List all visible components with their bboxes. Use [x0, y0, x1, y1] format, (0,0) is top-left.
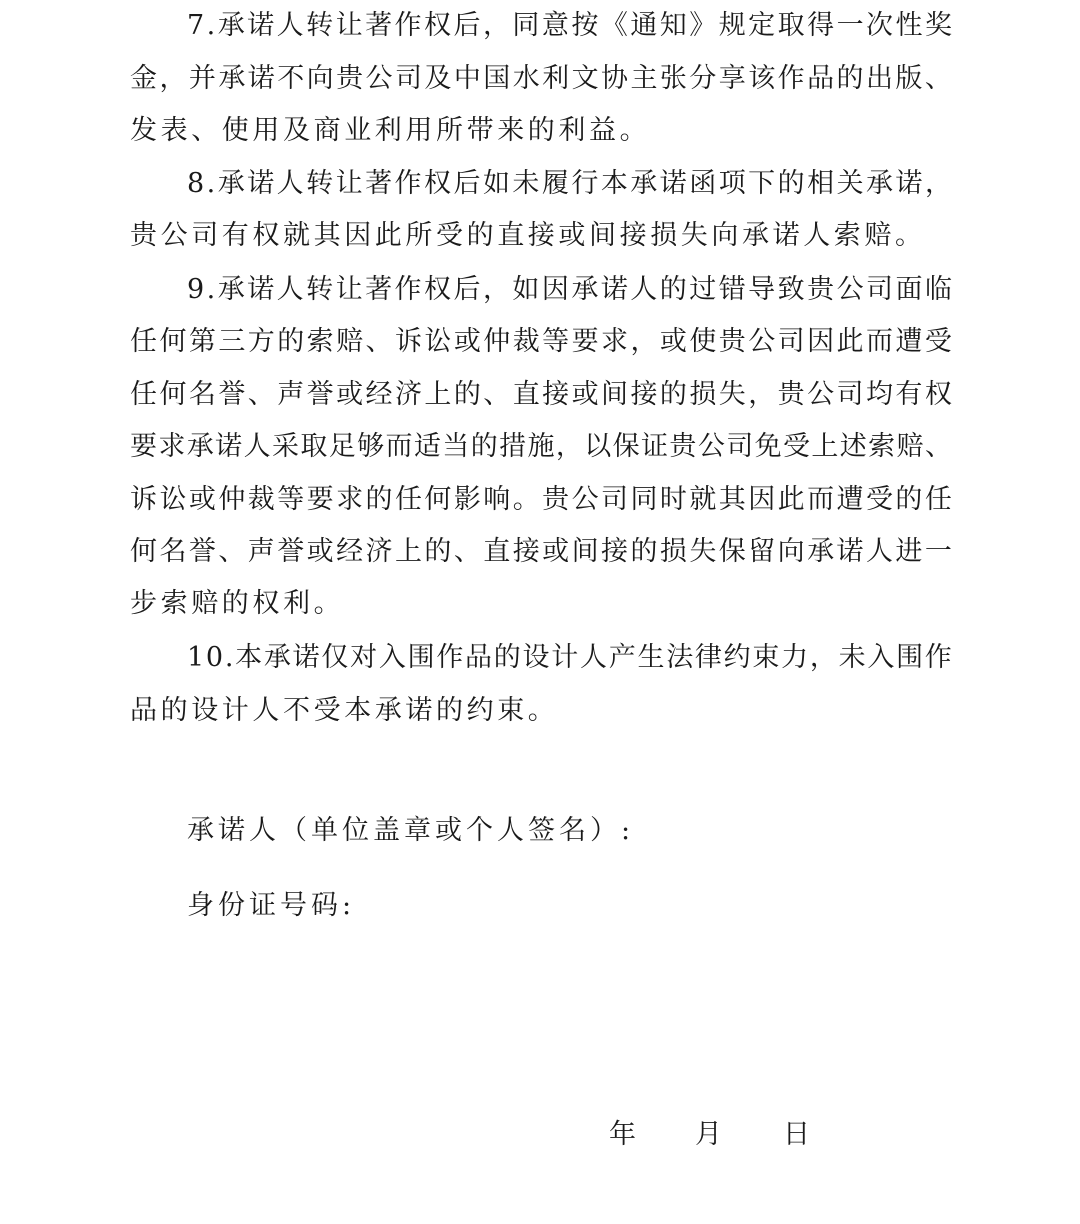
clause-8-line-1: 8 . 承 诺 人 转 让 著 作 权 后 如 未 履 行 本 承 诺 函 项 下 的 相 关 承 诺 ，: [187, 168, 952, 199]
clause-7-line-2: 金 ， 并 承 诺 不 向 贵 公 司 及 中 国 水 利 文 协 主 张 分 享 该 作 品 的 出 版 、: [130, 63, 952, 94]
clause-9-line-2: 任 何 第 三 方 的 索 赔 、 诉 讼 或 仲 裁 等 要 求 ， 或 使 贵 公 司 因 此 而 遭 受: [130, 326, 952, 357]
clause-9-line-3: 任 何 名 誉 、 声 誉 或 经 济 上 的 、 直 接 或 间 接 的 损 失 ， 贵 公 司 均 有 权: [130, 379, 952, 410]
clause-9-line-1: 9 . 承 诺 人 转 让 著 作 权 后 ， 如 因 承 诺 人 的 过 错 导 致 贵 公 司 面 临: [187, 274, 952, 305]
clause-9-line-6: 何 名 誉 、 声 誉 或 经 济 上 的 、 直 接 或 间 接 的 损 失 保 留 向 承 诺 人 进 一: [130, 536, 952, 567]
clause-9-line-7: 步索赔的权利。: [130, 588, 345, 619]
id-number-label: 身份证号码:: [187, 890, 356, 921]
clause-10-line-2: 品的设计人不受本承诺的约束。: [130, 695, 559, 726]
promisor-signature-label: 承诺人（单位盖章或个人签名）:: [187, 815, 635, 846]
clause-7-line-1: 7 . 承 诺 人 转 让 著 作 权 后 ， 同 意 按 《 通 知 》 规 定 取 得 一 次 性 奖: [187, 10, 952, 41]
date-year-label: 年: [609, 1119, 636, 1150]
clause-10-line-1: 1 0 . 本 承 诺 仅 对 入 围 作 品 的 设 计 人 产 生 法 律 约 束 力 ， 未 入 围 作: [187, 642, 952, 673]
clause-9-line-5: 诉 讼 或 仲 裁 等 要 求 的 任 何 影 响 。 贵 公 司 同 时 就 其 因 此 而 遭 受 的 任: [130, 484, 952, 515]
clause-8-line-2: 贵公司有权就其因此所受的直接或间接损失向承诺人索赔。: [130, 220, 926, 251]
clause-7-line-3: 发表、使用及商业利用所带来的利益。: [130, 115, 651, 146]
date-month-label: 月: [695, 1119, 722, 1150]
date-day-label: 日: [783, 1119, 810, 1150]
clause-9-line-4: 要 求 承 诺 人 采 取 足 够 而 适 当 的 措 施 ， 以 保 证 贵 公 司 免 受 上 述 索 赔 、: [130, 431, 952, 462]
